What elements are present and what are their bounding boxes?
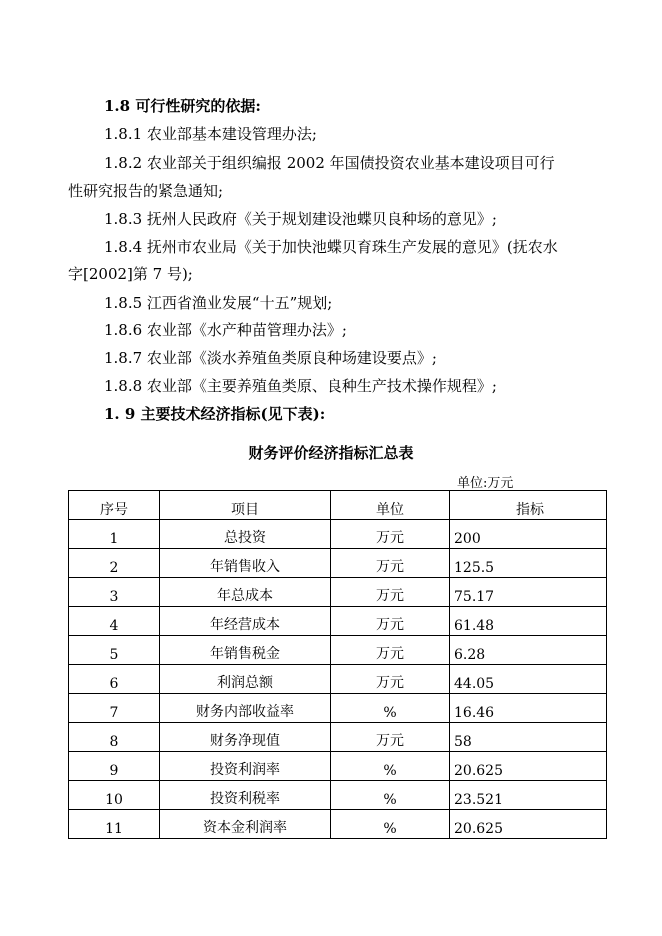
row-number: 6 xyxy=(69,665,160,694)
row-unit: 万元 xyxy=(331,607,450,636)
row-item: 投资利润率 xyxy=(160,752,331,781)
basis-item-1: 1.8.1 农业部基本建设管理办法; xyxy=(104,125,317,143)
row-unit: 万元 xyxy=(331,578,450,607)
basis-item-8: 1.8.8 农业部《主要养殖鱼类原、良种生产技术操作规程》; xyxy=(104,377,497,395)
row-value: 20.625 xyxy=(450,810,607,839)
unit-note: 单位:万元 xyxy=(457,476,514,491)
table-row xyxy=(69,636,607,665)
table-row xyxy=(69,781,607,810)
column-header-unit: 单位 xyxy=(331,491,450,520)
row-number: 3 xyxy=(69,578,160,607)
row-unit: 万元 xyxy=(331,549,450,578)
row-number: 1 xyxy=(69,520,160,549)
row-unit: % xyxy=(331,781,450,810)
financial-indicators-table xyxy=(68,490,607,839)
row-value: 16.46 xyxy=(450,694,607,723)
row-value: 44.05 xyxy=(450,665,607,694)
section-heading-basis: 1.8 可行性研究的依据: xyxy=(104,97,261,115)
row-item: 年经营成本 xyxy=(160,607,331,636)
row-number: 2 xyxy=(69,549,160,578)
row-unit: % xyxy=(331,810,450,839)
table-row xyxy=(69,752,607,781)
table-row xyxy=(69,810,607,839)
row-number: 8 xyxy=(69,723,160,752)
row-number: 4 xyxy=(69,607,160,636)
row-unit: 万元 xyxy=(331,723,450,752)
table-row xyxy=(69,607,607,636)
basis-item-4-cont: 字[2002]第 7 号); xyxy=(68,265,193,283)
column-header-no: 序号 xyxy=(69,491,160,520)
table-row xyxy=(69,578,607,607)
table-row xyxy=(69,694,607,723)
row-value: 125.5 xyxy=(450,549,607,578)
basis-item-6: 1.8.6 农业部《水产种苗管理办法》; xyxy=(104,321,347,339)
row-value: 23.521 xyxy=(450,781,607,810)
row-number: 9 xyxy=(69,752,160,781)
basis-item-5: 1.8.5 江西省渔业发展“十五”规划; xyxy=(104,294,333,312)
basis-item-2-cont: 性研究报告的紧急通知; xyxy=(68,182,224,200)
row-number: 5 xyxy=(69,636,160,665)
basis-item-3: 1.8.3 抚州人民政府《关于规划建设池蝶贝良种场的意见》; xyxy=(104,210,497,228)
column-header-value: 指标 xyxy=(450,491,607,520)
row-item: 财务净现值 xyxy=(160,723,331,752)
table-row xyxy=(69,520,607,549)
column-header-item: 项目 xyxy=(160,491,331,520)
table-row xyxy=(69,665,607,694)
row-item: 财务内部收益率 xyxy=(160,694,331,723)
table-row xyxy=(69,549,607,578)
row-value: 6.28 xyxy=(450,636,607,665)
row-unit: 万元 xyxy=(331,665,450,694)
row-item: 投资利税率 xyxy=(160,781,331,810)
row-item: 年销售税金 xyxy=(160,636,331,665)
row-value: 20.625 xyxy=(450,752,607,781)
row-value: 61.48 xyxy=(450,607,607,636)
row-number: 11 xyxy=(69,810,160,839)
row-item: 资本金利润率 xyxy=(160,810,331,839)
basis-item-2: 1.8.2 农业部关于组织编报 2002 年国债投资农业基本建设项目可行 xyxy=(104,154,555,172)
row-item: 年总成本 xyxy=(160,578,331,607)
row-item: 年销售收入 xyxy=(160,549,331,578)
table-header-row xyxy=(69,491,607,520)
row-number: 10 xyxy=(69,781,160,810)
row-value: 58 xyxy=(450,723,607,752)
row-unit: % xyxy=(331,694,450,723)
basis-item-4: 1.8.4 抚州市农业局《关于加快池蝶贝育珠生产发展的意见》(抚农水 xyxy=(104,238,558,256)
row-unit: 万元 xyxy=(331,636,450,665)
table-row xyxy=(69,723,607,752)
row-unit: % xyxy=(331,752,450,781)
section-heading-indicators: 1. 9 主要技术经济指标(见下表): xyxy=(104,405,326,423)
row-number: 7 xyxy=(69,694,160,723)
row-item: 利润总额 xyxy=(160,665,331,694)
table-title: 财务评价经济指标汇总表 xyxy=(248,444,414,462)
row-value: 75.17 xyxy=(450,578,607,607)
row-item: 总投资 xyxy=(160,520,331,549)
row-value: 200 xyxy=(450,520,607,549)
row-unit: 万元 xyxy=(331,520,450,549)
basis-item-7: 1.8.7 农业部《淡水养殖鱼类原良种场建设要点》; xyxy=(104,349,437,367)
